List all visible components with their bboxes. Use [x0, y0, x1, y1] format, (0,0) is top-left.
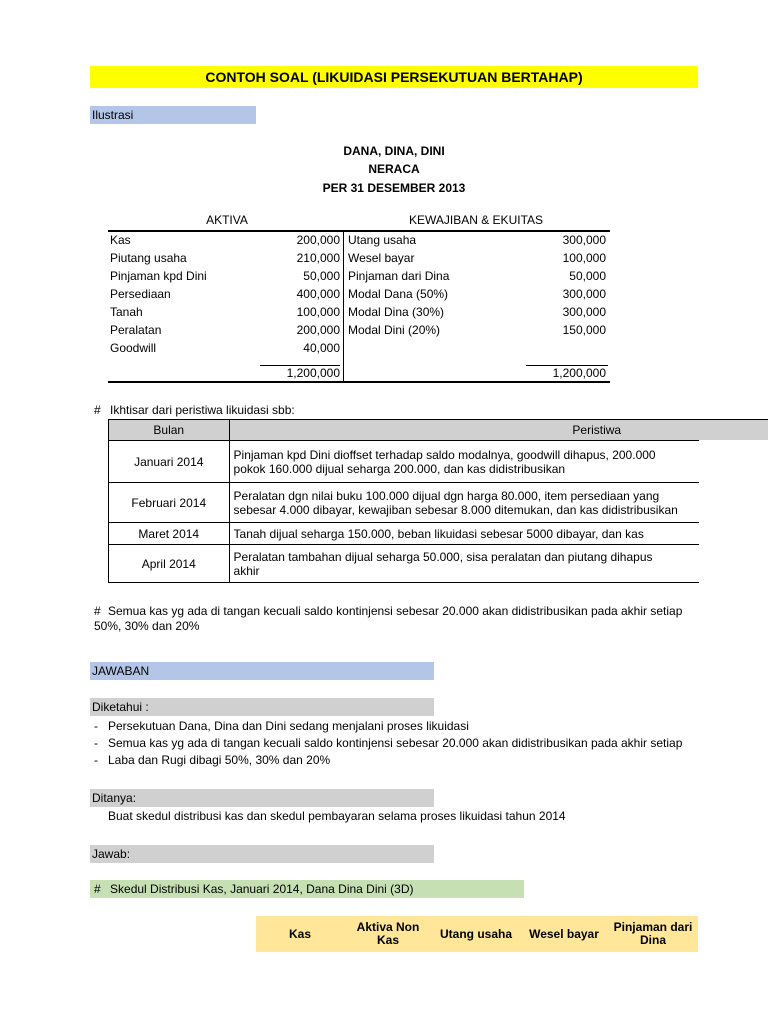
known-text: Persekutuan Dana, Dina dan Dini sedang menjalani proses likuidasi — [108, 719, 469, 733]
hash-mark: # — [94, 403, 101, 417]
liability-name: Utang usaha — [348, 233, 417, 247]
known-item — [94, 735, 700, 752]
t-account-divider — [343, 231, 344, 381]
asset-value: 210,000 — [296, 251, 340, 265]
asset-name: Pinjaman kpd Dini — [110, 269, 207, 283]
asset-value: 50,000 — [303, 269, 340, 283]
liability-row — [348, 303, 606, 321]
jawab-label: Jawab: — [90, 845, 434, 863]
liability-value: 300,000 — [562, 305, 606, 319]
known-text: Laba dan Rugi dibagi 50%, 30% dan 20% — [108, 753, 331, 767]
liability-name: Wesel bayar — [348, 251, 415, 265]
known-item — [94, 718, 700, 735]
asset-value: 40,000 — [303, 341, 340, 355]
total-double-rule — [108, 381, 610, 383]
diketahui-label: Diketahui : — [90, 698, 434, 716]
statement-date: PER 31 DESEMBER 2013 — [322, 181, 466, 195]
known-text: Semua kas yg ada di tangan kecuali saldo kontinjensi sebesar 20.000 akan didistribusikan pada akhir setiap — [108, 736, 683, 750]
asset-name: Goodwill — [110, 341, 157, 355]
event-line1: Tanah dijual seharga 150.000, beban likuidasi sebesar 5000 dibayar, dan kas — [233, 526, 644, 541]
liability-name: Modal Dana (50%) — [348, 287, 449, 301]
liability-value: 100,000 — [562, 251, 606, 265]
schedule-col-header: Utang usaha — [432, 916, 520, 952]
asset-row — [110, 231, 340, 249]
known-item — [94, 752, 700, 769]
liability-value: 300,000 — [562, 287, 606, 301]
event-month: Januari 2014 — [109, 441, 230, 483]
asset-name: Persediaan — [110, 287, 171, 301]
asset-value: 200,000 — [296, 233, 340, 247]
events-table-wrap — [108, 419, 768, 583]
event-line2: sebesar 4.000 dibayar, kewajiban sebesar 8.000 ditemukan, dan kas didistribusikan — [233, 502, 678, 517]
asset-row — [110, 303, 340, 321]
schedule-col-header: Aktiva Non Kas — [344, 916, 432, 952]
asset-value: 100,000 — [296, 305, 340, 319]
ilustrasi-label: Ilustrasi — [90, 106, 256, 124]
event-description — [229, 483, 768, 523]
liability-row — [348, 267, 606, 285]
hash-mark-3: # — [94, 882, 101, 896]
question-text: Buat skedul distribusi kas dan skedul pembayaran selama proses likuidasi tahun 2014 — [108, 809, 566, 823]
schedule-col-header: Wesel bayar — [520, 916, 608, 952]
page-title: CONTOH SOAL (LIKUIDASI PERSEKUTUAN BERTAHAP) — [90, 66, 698, 88]
liability-row — [348, 231, 606, 249]
asset-value: 400,000 — [296, 287, 340, 301]
table-crop-mask — [699, 440, 768, 588]
cash-note-line2: 50%, 30% dan 20% — [94, 619, 200, 633]
cash-note-line1: Semua kas yg ada di tangan kecuali saldo kontinjensi sebesar 20.000 akan didistribusikan pada akhir setiap — [108, 604, 683, 618]
hash-mark-2: # — [94, 604, 101, 618]
liabilities-header: KEWAJIBAN & EKUITAS — [408, 213, 544, 227]
liability-row — [348, 321, 606, 339]
asset-row — [110, 249, 340, 267]
event-description — [229, 523, 768, 545]
event-line2: akhir — [233, 563, 260, 578]
event-row — [109, 483, 768, 523]
asset-row — [110, 267, 340, 285]
event-line1: Pinjaman kpd Dini dioffset terhadap saldo modalnya, goodwill dihapus, 200.000 — [233, 447, 656, 462]
asset-name: Piutang usaha — [110, 251, 187, 265]
event-line2: pokok 160.000 dijual seharga 200.000, dan kas didistribusikan — [233, 461, 566, 476]
statement-title: NERACA — [368, 162, 420, 176]
asset-name: Tanah — [110, 305, 143, 319]
events-table — [108, 419, 768, 583]
asset-name: Kas — [110, 233, 131, 247]
liabilities-total: 1,200,000 — [552, 366, 606, 380]
schedule-col-header: Pinjaman dari Dina — [608, 916, 698, 952]
liabilities-list — [348, 231, 606, 339]
event-description — [229, 545, 768, 583]
event-description — [229, 441, 768, 483]
summary-note: Ikhtisar dari peristiwa likuidasi sbb: — [110, 403, 295, 417]
asset-row — [110, 339, 340, 357]
event-row — [109, 545, 768, 583]
schedule-title: Skedul Distribusi Kas, Januari 2014, Dana Dina Dini (3D) — [110, 882, 414, 896]
asset-row — [110, 285, 340, 303]
liability-name: Modal Dini (20%) — [348, 323, 441, 337]
asset-name: Peralatan — [110, 323, 162, 337]
event-month: April 2014 — [109, 545, 230, 583]
ditanya-label: Ditanya: — [90, 789, 434, 807]
col-header-event: Peristiwa — [229, 420, 768, 441]
assets-header: AKTIVA — [206, 213, 248, 227]
liability-value: 300,000 — [562, 233, 606, 247]
event-month: Maret 2014 — [109, 523, 230, 545]
assets-list — [110, 231, 340, 357]
event-line1: Peralatan dgn nilai buku 100.000 dijual dgn harga 80.000, item persediaan yang — [233, 488, 660, 503]
schedule-title-bar — [90, 880, 524, 898]
liability-row — [348, 285, 606, 303]
event-row — [109, 441, 768, 483]
schedule-col-header: Kas — [256, 916, 344, 952]
dash-bullet: - — [94, 736, 98, 750]
assets-total: 1,200,000 — [286, 366, 340, 380]
liability-name: Pinjaman dari Dina — [348, 269, 450, 283]
liability-row — [348, 249, 606, 267]
schedule-header-row — [256, 916, 698, 952]
asset-value: 200,000 — [296, 323, 340, 337]
jawaban-label: JAWABAN — [90, 662, 434, 680]
event-row — [109, 523, 768, 545]
company-name: DANA, DINA, DINI — [343, 144, 445, 158]
dash-bullet: - — [94, 753, 98, 767]
dash-bullet: - — [94, 719, 98, 733]
event-month: Februari 2014 — [109, 483, 230, 523]
liability-value: 150,000 — [562, 323, 606, 337]
event-line1: Peralatan tambahan dijual seharga 50.000, sisa peralatan dan piutang dihapus — [233, 549, 653, 564]
liability-name: Modal Dina (30%) — [348, 305, 445, 319]
known-list — [94, 718, 700, 769]
asset-row — [110, 321, 340, 339]
liability-value: 50,000 — [569, 269, 606, 283]
col-header-month: Bulan — [109, 420, 230, 441]
